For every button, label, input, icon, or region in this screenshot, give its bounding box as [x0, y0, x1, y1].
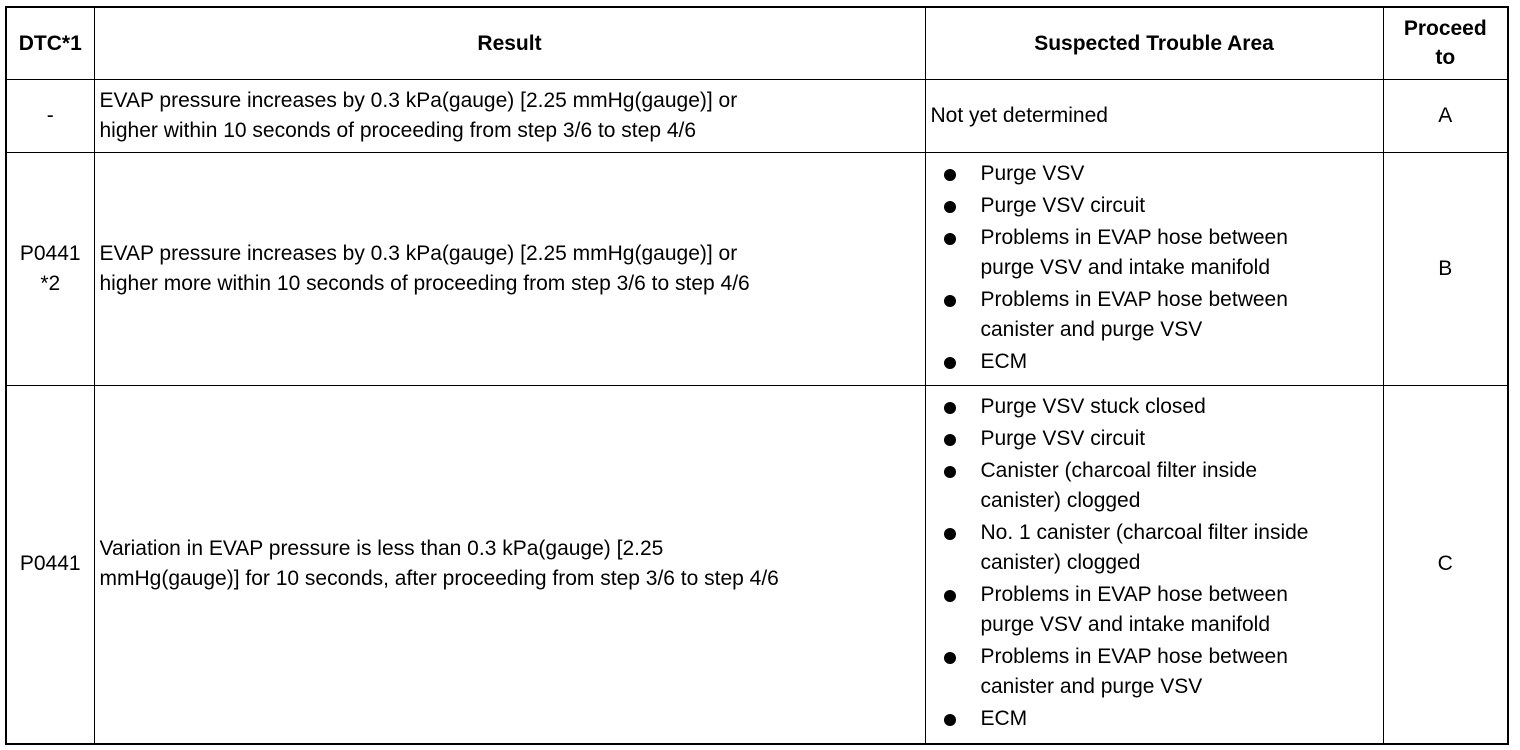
list-item — [944, 456, 1383, 516]
header-proceed-line2: to — [1435, 46, 1456, 70]
bullet-icon — [944, 590, 956, 602]
table-row — [6, 152, 1508, 385]
list-item-text: Problems in EVAP hose between — [980, 645, 1288, 669]
header-suspected-trouble-area: Suspected Trouble Area — [925, 7, 1383, 79]
result-line: mmHg(gauge)] for 10 seconds, after proceeding from step 3/6 to step 4/6 — [99, 567, 779, 591]
bullet-icon — [944, 652, 956, 664]
bullet-icon — [944, 169, 956, 181]
list-item-text: ECM — [980, 707, 1028, 731]
list-item-text: canister) clogged — [980, 551, 1141, 575]
bullet-icon — [944, 466, 956, 478]
list-item — [944, 704, 1383, 734]
list-item — [944, 392, 1383, 422]
list-item — [944, 642, 1383, 702]
bullet-icon — [944, 434, 956, 446]
dtc-footnote: *2 — [40, 271, 61, 295]
list-item-text: purge VSV and intake manifold — [980, 255, 1271, 279]
bullet-icon — [944, 201, 956, 213]
list-item — [944, 159, 1383, 189]
list-item-text: Purge VSV circuit — [980, 427, 1146, 451]
table-row — [6, 79, 1508, 152]
dtc-code: P0441 — [19, 552, 81, 576]
result-cell — [94, 79, 925, 152]
suspected-area-text: Not yet determined — [930, 103, 1108, 127]
suspected-area-cell — [925, 152, 1383, 385]
result-cell — [94, 385, 925, 744]
header-proceed-to — [1383, 7, 1508, 79]
list-item-text: Canister (charcoal filter inside — [980, 459, 1258, 483]
result-line: EVAP pressure increases by 0.3 kPa(gauge) [2.25 mmHg(gauge)] or — [99, 241, 738, 265]
suspected-area-cell — [925, 385, 1383, 744]
suspected-area-list — [926, 156, 1383, 382]
result-line: higher within 10 seconds of proceeding from step 3/6 to step 4/6 — [99, 118, 697, 142]
proceed-cell — [1383, 79, 1508, 152]
bullet-icon — [944, 528, 956, 540]
result-line: Variation in EVAP pressure is less than 0.3 kPa(gauge) [2.25 — [99, 537, 664, 561]
suspected-area-list — [926, 389, 1383, 739]
bullet-icon — [944, 295, 956, 307]
list-item-text: purge VSV and intake manifold — [980, 613, 1271, 637]
dtc-cell — [6, 385, 94, 744]
header-proceed-line1: Proceed — [1403, 17, 1487, 41]
proceed-value: C — [1437, 552, 1453, 576]
table-header-row — [6, 7, 1508, 79]
dtc-cell — [6, 152, 94, 385]
list-item — [944, 191, 1383, 221]
list-item-text: canister) clogged — [980, 489, 1141, 513]
dtc-code: P0441 — [19, 241, 81, 265]
result-cell — [94, 152, 925, 385]
list-item — [944, 518, 1383, 578]
list-item-text: Problems in EVAP hose between — [980, 287, 1288, 311]
bullet-icon — [944, 357, 956, 369]
dtc-result-table — [5, 6, 1509, 745]
header-dtc: DTC*1 — [6, 7, 94, 79]
result-line: higher more within 10 seconds of proceeding from step 3/6 to step 4/6 — [99, 271, 750, 295]
list-item-text: canister and purge VSV — [980, 317, 1203, 341]
list-item-text: Purge VSV stuck closed — [980, 395, 1206, 419]
list-item-text: ECM — [980, 349, 1028, 373]
proceed-value: A — [1438, 103, 1453, 127]
bullet-icon — [944, 233, 956, 245]
result-line: EVAP pressure increases by 0.3 kPa(gauge) [2.25 mmHg(gauge)] or — [99, 88, 738, 112]
dtc-cell — [6, 79, 94, 152]
list-item — [944, 580, 1383, 640]
bullet-icon — [944, 714, 956, 726]
proceed-cell — [1383, 385, 1508, 744]
list-item-text: Purge VSV circuit — [980, 193, 1146, 217]
list-item-text: Problems in EVAP hose between — [980, 583, 1288, 607]
header-result: Result — [94, 7, 925, 79]
table-row — [6, 385, 1508, 744]
list-item — [944, 223, 1383, 283]
proceed-cell — [1383, 152, 1508, 385]
list-item — [944, 285, 1383, 345]
list-item-text: Problems in EVAP hose between — [980, 225, 1288, 249]
suspected-area-cell — [925, 79, 1383, 152]
list-item — [944, 424, 1383, 454]
list-item-text: canister and purge VSV — [980, 675, 1203, 699]
bullet-icon — [944, 402, 956, 414]
dtc-code: - — [46, 103, 54, 127]
list-item-text: Purge VSV — [980, 161, 1085, 185]
proceed-value: B — [1438, 256, 1453, 280]
list-item-text: No. 1 canister (charcoal filter inside — [980, 521, 1309, 545]
list-item — [944, 347, 1383, 377]
